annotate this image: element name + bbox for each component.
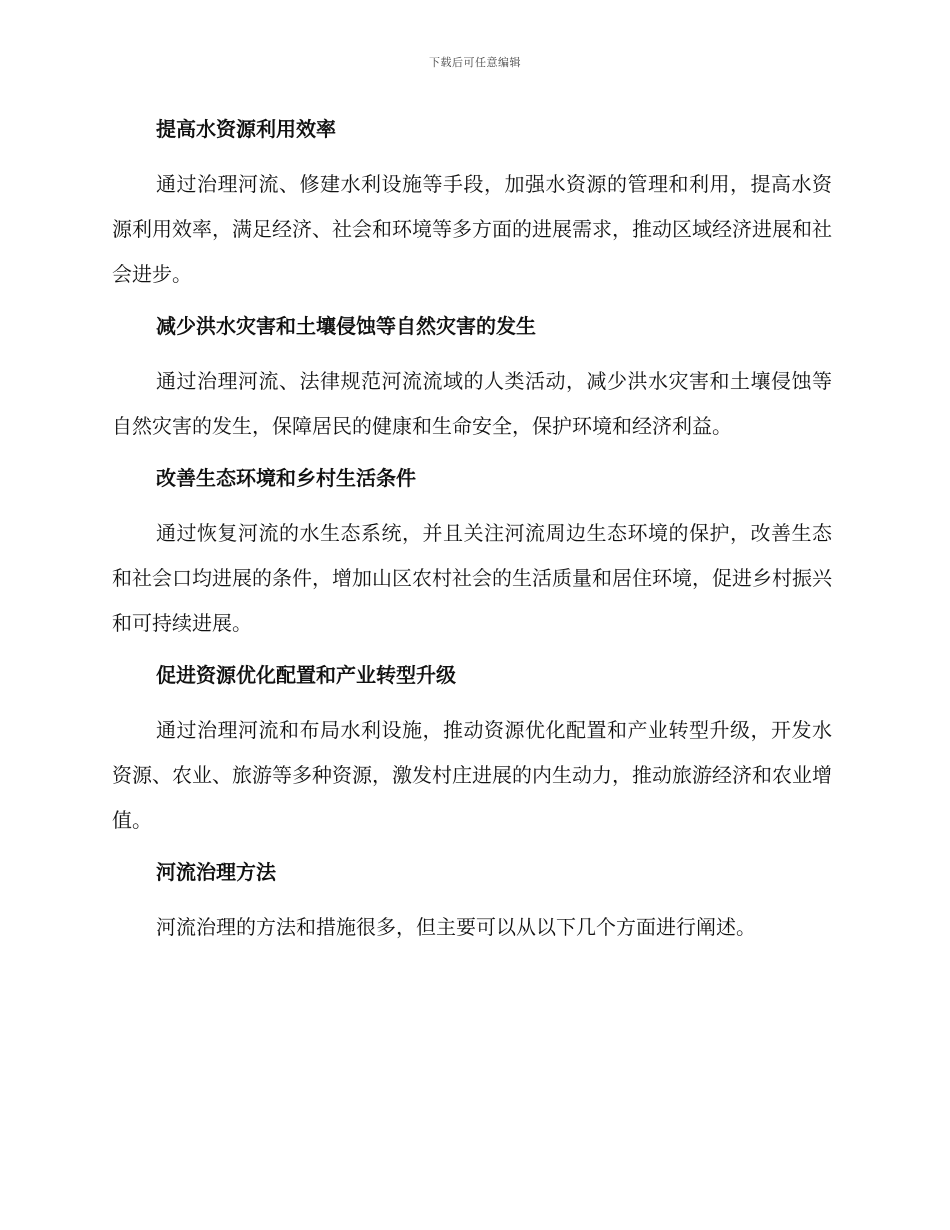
section-heading: 促进资源优化配置和产业转型升级: [156, 663, 456, 687]
section-paragraph: 通过治理河流、修建水利设施等手段，加强水资源的管理和利用，提高水资源利用效率，满足经济、社会和环境等多方面的进展需求，推动区域经济进展和社会进步。: [112, 172, 832, 286]
section-heading: 减少洪水灾害和土壤侵蚀等自然灾害的发生: [156, 314, 536, 338]
page-header: 下载后可任意编辑: [429, 56, 521, 69]
section-heading: 河流治理方法: [156, 860, 276, 884]
document-body: [112, 112, 832, 962]
section-paragraph: 通过治理河流和布局水利设施，推动资源优化配置和产业转型升级，开发水资源、农业、旅游等多种资源，激发村庄进展的内生动力，推动旅游经济和农业增值。: [112, 718, 832, 832]
section-paragraph: 河流治理的方法和措施很多，但主要可以从以下几个方面进行阐述。: [156, 915, 756, 939]
section-water-efficiency: [112, 112, 832, 297]
section-resource-allocation: [112, 658, 832, 843]
section-paragraph: 通过治理河流、法律规范河流流域的人类活动，减少洪水灾害和土壤侵蚀等自然灾害的发生，保障居民的健康和生命安全，保护环境和经济利益。: [112, 369, 832, 438]
section-governance-methods: [112, 855, 832, 950]
section-disaster-reduction: [112, 309, 832, 449]
section-paragraph: 通过恢复河流的水生态系统，并且关注河流周边生态环境的保护，改善生态和社会口均进展的条件，增加山区农村社会的生活质量和居住环境，促进乡村振兴和可持续进展。: [112, 521, 832, 635]
section-ecology-rural: [112, 461, 832, 646]
section-heading: 改善生态环境和乡村生活条件: [156, 466, 416, 490]
section-heading: 提高水资源利用效率: [156, 117, 336, 141]
